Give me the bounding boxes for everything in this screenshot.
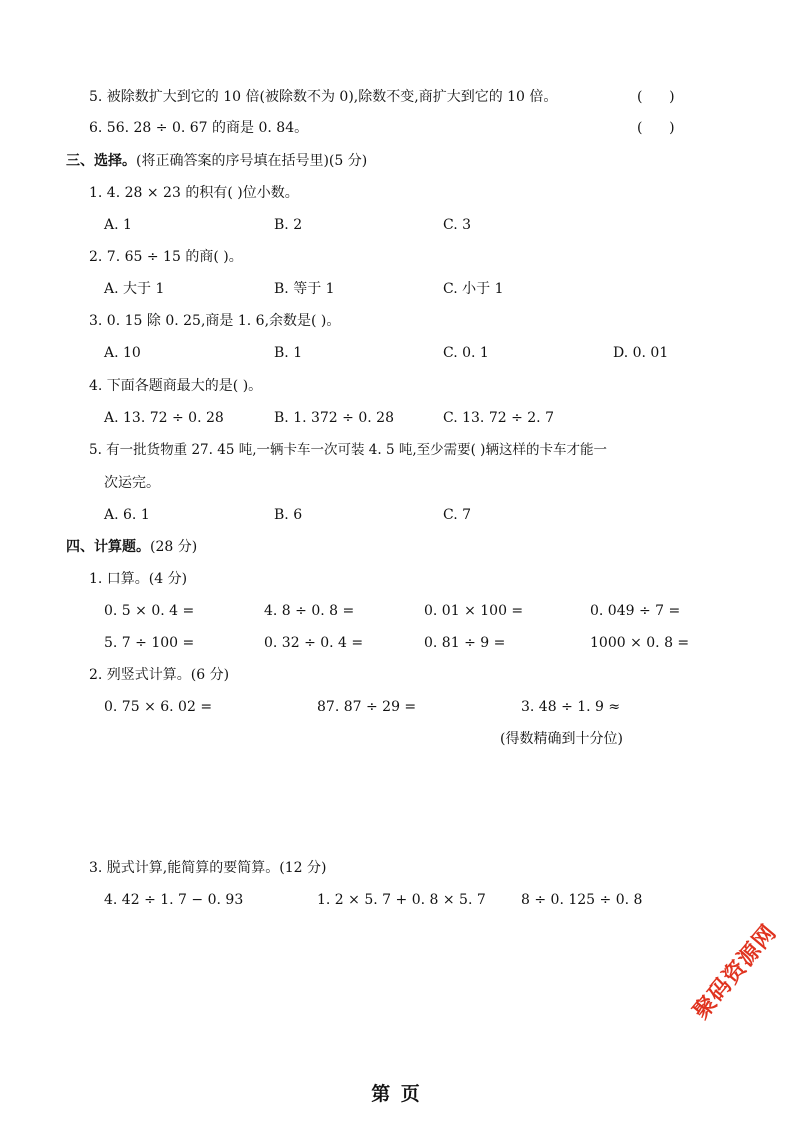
oral-item: 4. 8 ÷ 0. 8 = [264,603,355,619]
choice-q1-option-a[interactable]: A. 1 [104,217,132,233]
oral-item: 0. 01 × 100 = [424,603,524,619]
vertical-calc-title: 2. 列竖式计算。(6 分) [89,667,230,683]
vertical-precision-note: (得数精确到十分位) [500,731,623,747]
choice-q2-option-a[interactable]: A. 大于 1 [104,281,165,297]
judge-q6-answer-paren[interactable]: ( ) [637,120,675,136]
choice-q2-option-b[interactable]: B. 等于 1 [274,281,335,297]
choice-q3-option-d[interactable]: D. 0. 01 [613,345,669,361]
choice-q4-option-a[interactable]: A. 13. 72 ÷ 0. 28 [104,410,224,426]
choice-q1: 1. 4. 28 × 23 的积有( )位小数。 [89,185,299,201]
choice-q1-option-b[interactable]: B. 2 [274,217,303,233]
step-item: 8 ÷ 0. 125 ÷ 0. 8 [521,892,643,908]
choice-q1-option-c[interactable]: C. 3 [443,217,472,233]
calc-note: (28 分) [150,539,198,555]
choice-q5: 5. 有一批货物重 27. 45 吨,一辆卡车一次可装 4. 5 吨,至少需要( )辆这样的卡车才能一 [89,442,607,458]
choice-q3-option-a[interactable]: A. 10 [104,345,141,361]
oral-calc-title: 1. 口算。(4 分) [89,571,188,587]
vertical-item: 3. 48 ÷ 1. 9 ≈ [521,699,621,715]
choice-q5-continued: 次运完。 [104,475,160,491]
oral-item: 0. 81 ÷ 9 = [424,635,506,651]
oral-item: 1000 × 0. 8 = [590,635,690,651]
oral-item: 5. 7 ÷ 100 = [104,635,195,651]
vertical-item: 87. 87 ÷ 29 = [317,699,417,715]
choice-q4-option-b[interactable]: B. 1. 372 ÷ 0. 28 [274,410,394,426]
choice-q3-option-b[interactable]: B. 1 [274,345,303,361]
choice-q5-option-b[interactable]: B. 6 [274,507,303,523]
choice-q3: 3. 0. 15 除 0. 25,商是 1. 6,余数是( )。 [89,313,341,329]
oral-item: 0. 32 ÷ 0. 4 = [264,635,364,651]
choice-q2: 2. 7. 65 ÷ 15 的商( )。 [89,249,243,265]
page-number-label: 第 页 [371,1083,422,1105]
calc-section-title [66,538,197,556]
calc-title: 四、计算题。 [66,539,150,555]
choice-q5-option-c[interactable]: C. 7 [443,507,472,523]
step-item: 4. 42 ÷ 1. 7 − 0. 93 [104,892,244,908]
watermark-text: 聚码资源网 [688,920,782,1025]
choice-q4-option-c[interactable]: C. 13. 72 ÷ 2. 7 [443,410,554,426]
choice-section-title [66,152,367,170]
judge-q5-answer-paren[interactable]: ( ) [637,89,675,105]
oral-item: 0. 049 ÷ 7 = [590,603,681,619]
choice-note: (将正确答案的序号填在括号里)(5 分) [136,153,368,169]
choice-q2-option-c[interactable]: C. 小于 1 [443,281,504,297]
judge-q5: 5. 被除数扩大到它的 10 倍(被除数不为 0),除数不变,商扩大到它的 10 倍。 [89,89,558,105]
step-item: 1. 2 × 5. 7 + 0. 8 × 5. 7 [317,892,486,908]
choice-q4: 4. 下面各题商最大的是( )。 [89,378,263,394]
oral-item: 0. 5 × 0. 4 = [104,603,195,619]
choice-q3-option-c[interactable]: C. 0. 1 [443,345,489,361]
step-calc-title: 3. 脱式计算,能简算的要简算。(12 分) [89,860,327,876]
judge-q6: 6. 56. 28 ÷ 0. 67 的商是 0. 84。 [89,120,309,136]
choice-q5-option-a[interactable]: A. 6. 1 [104,507,150,523]
choice-title: 三、选择。 [66,153,136,169]
vertical-item: 0. 75 × 6. 02 = [104,699,213,715]
